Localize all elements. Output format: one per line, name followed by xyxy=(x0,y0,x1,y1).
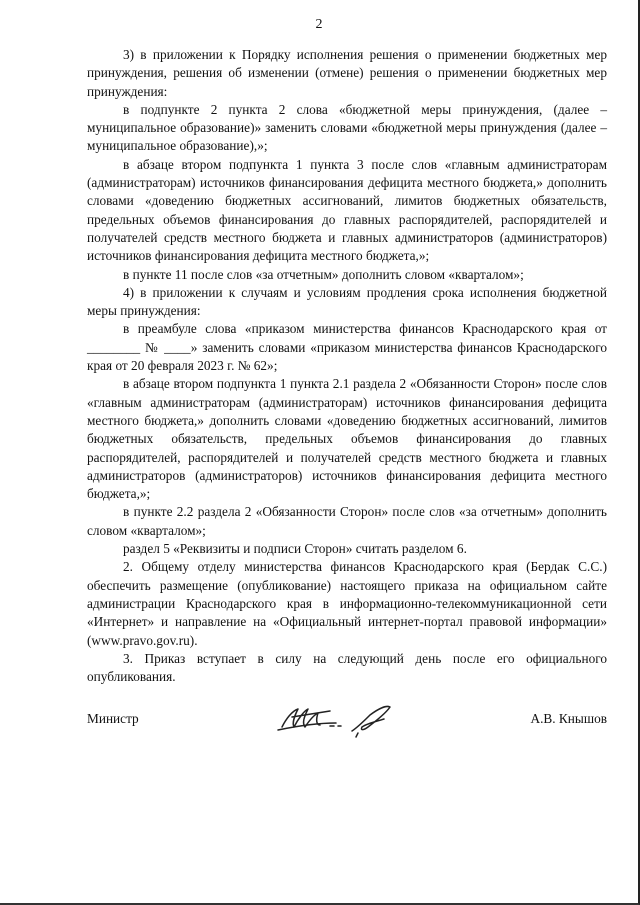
signature-block xyxy=(87,707,607,747)
paragraph-section-5: раздел 5 «Реквизиты и подписи Сторон» считать разделом 6. xyxy=(123,541,467,557)
paragraph-item-4: 4) в приложении к случаям и условиям продления срока исполнения бюджетной меры принуждения: xyxy=(87,284,607,319)
paragraph-point-11: в пункте 11 после слов «за отчетным» дополнить словом «кварталом»; xyxy=(123,266,524,282)
paragraph-point-2-1: в абзаце втором подпункта 1 пункта 2.1 раздела 2 «Обязанности Сторон» после слов «главным администраторам (администраторам) источников финансирования дефицита местного бюджета,» дополнить словами «доведению бюджетных ассигнований, лимитов бюджетных обязательств, предельных объемов финансирования до главных распорядителей, распорядителей и получателей средств местного бюджета и главных администраторов (администраторов) источников финансирования дефицита местного бюджета,»; xyxy=(87,376,607,502)
signatory-title: Министр xyxy=(87,711,139,726)
paragraph-point-2-2: в пункте 2.2 раздела 2 «Обязанности Сторон» после слов «за отчетным» дополнить словом «кварталом»; xyxy=(87,504,607,538)
signatory-name: А.В. Кнышов xyxy=(530,711,607,726)
document-body xyxy=(87,46,607,686)
paragraph-clause-2: 2. Общему отделу министерства финансов Краснодарского края (Бердак С.С.) обеспечить размещение (опубликование) настоящего приказа на официальном сайте администрации Краснодарского края в информационно-телекоммуникационной сети «Интернет» и направление на «Официальный интернет-портал правовой информации» (www.pravo.gov.ru). xyxy=(87,559,607,648)
paragraph-item-3: 3) в приложении к Порядку исполнения решения о применении бюджетных мер принуждения, решения об изменении (отмене) решения о применении бюджетных мер принуждения: xyxy=(87,47,607,99)
page-number: 2 xyxy=(315,17,323,32)
paragraph-clause-3: 3. Приказ вступает в силу на следующий день после его официального опубликования. xyxy=(87,650,607,685)
paragraph-subpoint-2-2: в подпункте 2 пункта 2 слова «бюджетной меры принуждения, (далее – муниципальное образование)» заменить словами «бюджетной меры принуждения (далее – муниципальное образование),»; xyxy=(87,101,607,154)
paragraph-subpoint-3-1: в абзаце втором подпункта 1 пункта 3 после слов «главным администраторам (администраторам) источников финансирования дефицита местного бюджета,» дополнить словами «доведению бюджетных ассигнований, лимитов бюджетных обязательств, предельных объемов финансирования до главных распорядителей, распорядителей и получателей средств местного бюджета и главных администраторов (администраторов) источников финансирования дефицита местного бюджета,»; xyxy=(87,156,607,264)
handwritten-signature xyxy=(272,697,422,739)
paragraph-preamble: в преамбуле слова «приказом министерства финансов Краснодарского края от ________ № ____» заменить словами «приказом министерства финансов Краснодарского края от 20 февраля 2023 г. № 62»; xyxy=(87,321,607,374)
